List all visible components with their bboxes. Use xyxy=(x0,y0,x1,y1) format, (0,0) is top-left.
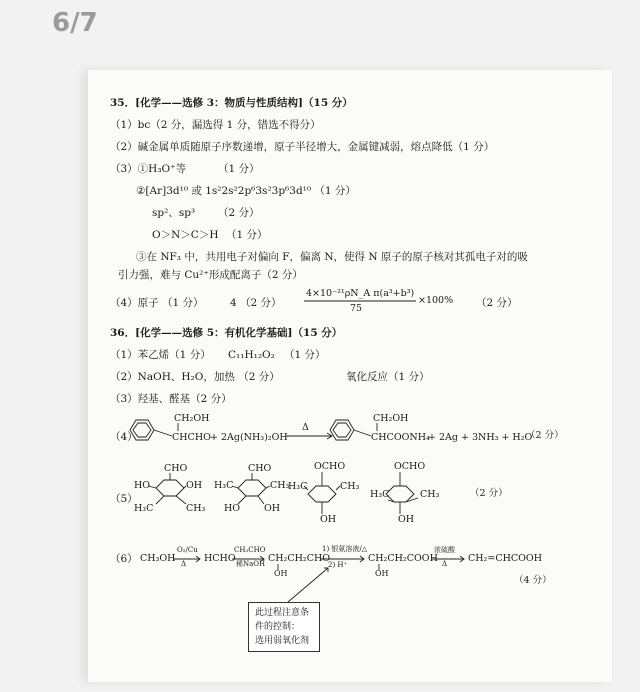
note-line2: 件的控制： xyxy=(255,622,301,632)
q35-line5-score: （2 分） xyxy=(218,207,260,219)
q36-5-label: （5） xyxy=(110,493,138,505)
q35-line1: （1）bc（2 分，漏选得 1 分，错选不得分） xyxy=(110,119,321,131)
q35-line6-score: （1 分） xyxy=(226,229,268,241)
q36-4-ch2oh-2: CH₂OH xyxy=(373,413,409,424)
q36-line2-a: （2）NaOH、H₂O，加热 （2 分） xyxy=(110,371,280,383)
q36-4-ch2oh-1: CH₂OH xyxy=(174,413,210,424)
q36-6-score: （4 分） xyxy=(514,575,552,586)
route-end: CH₂=CHCOOH xyxy=(468,553,543,564)
q36-4-product: CHCOONH₄ xyxy=(371,432,430,443)
route-cond3-top: 1) 银氨溶液/△ xyxy=(322,545,368,553)
isomer-ring-icon xyxy=(238,480,266,496)
iso4-ch3: CH₃ xyxy=(420,489,440,500)
iso2-ch3: CH₃ xyxy=(270,480,290,491)
q35-formula-percent: ×100% xyxy=(418,295,454,306)
iso2-ho: HO xyxy=(224,503,241,514)
q36-title: 36．[化学——选修 5：有机化学基础]（15 分） xyxy=(110,327,343,339)
ring-bond xyxy=(354,430,371,436)
q36-line1-a: （1）苯乙烯（1 分） xyxy=(110,349,211,361)
q35-line5: sp²、sp³ xyxy=(152,207,196,219)
q36-line3: （3）羟基、醛基（2 分） xyxy=(110,393,232,405)
q36-5-score: （2 分） xyxy=(470,488,508,499)
iso2-oh: OH xyxy=(264,503,281,514)
q35-line9-b: 4 （2 分） xyxy=(230,297,282,309)
route-cond4-top: 浓硫酸 xyxy=(434,546,455,554)
route-m3-oh: OH xyxy=(375,569,389,578)
iso1-oh: OH xyxy=(186,480,203,491)
q35-line3: （3）①H₃O⁺等 xyxy=(110,163,187,175)
q35-line7: ③在 NF₃ 中，共用电子对偏向 F，偏离 N，使得 N 原子的原子核对其孤电子对的吸 xyxy=(136,251,528,263)
q36-line1-c: （1 分） xyxy=(284,349,326,361)
iso3-ocho: OCHO xyxy=(314,461,346,472)
benzene-inner-ring-icon xyxy=(133,423,151,437)
route-m2: CH₂CH₂CHO xyxy=(268,553,331,564)
route-ch3oh: CH₃OH xyxy=(140,553,176,564)
structure-drawing xyxy=(88,70,612,682)
q35-line2: （2）碱金属单质随原子序数递增，原子半径增大，金属键减弱，熔点降低（1 分） xyxy=(110,141,495,153)
route-cond2-bot: 稀NaOH xyxy=(236,560,266,568)
iso4-oh: OH xyxy=(398,514,415,525)
iso4-h3c: H₃C xyxy=(370,489,390,500)
iso3-ch3: CH₃ xyxy=(340,481,360,492)
q35-line8: 引力强，难与 Cu²⁺形成配离子（2 分） xyxy=(118,269,303,281)
q35-line3-score: （1 分） xyxy=(218,163,260,175)
q35-formula-denominator: 75 xyxy=(350,303,363,314)
route-cond4-bot: Δ xyxy=(442,560,448,568)
q36-6-label: （6） xyxy=(110,553,138,565)
route-hcho: HCHO xyxy=(204,553,236,564)
route-cond2-top: CH₃CHO xyxy=(234,546,266,554)
q36-4-label: （4） xyxy=(110,431,138,443)
route-m3: CH₂CH₂COOH xyxy=(368,553,438,564)
q36-4-reagent: + 2Ag(NH₃)₂OH xyxy=(210,432,288,443)
iso4-ocho: OCHO xyxy=(394,461,426,472)
iso3-h3c: H₃C xyxy=(288,481,308,492)
iso3-oh: OH xyxy=(320,514,337,525)
iso1-cho: CHO xyxy=(164,463,188,474)
page-indicator: 6/7 xyxy=(52,8,98,38)
isomer-ring-icon xyxy=(386,486,414,502)
q36-4-score: （2 分） xyxy=(526,430,564,441)
iso1-ch3: CH₃ xyxy=(186,503,206,514)
q35-formula-numerator: 4×10⁻²¹ρN_A π(a³+b³) xyxy=(306,288,415,299)
q36-4-cho: CHCHO xyxy=(172,432,211,443)
isomer-ring-icon xyxy=(156,480,184,496)
ring-bond xyxy=(154,430,172,436)
answer-sheet xyxy=(88,70,612,682)
q36-line2-b: 氧化反应（1 分） xyxy=(346,371,430,383)
q35-line6: O＞N＞C＞H xyxy=(152,229,219,241)
q36-line1-b: C₁₁H₁₂O₂ xyxy=(228,349,275,361)
route-cond1-top: O₂/Cu xyxy=(177,546,198,554)
route-m2-oh: OH xyxy=(274,569,288,578)
note-line3: 选用弱氧化剂 xyxy=(255,636,310,646)
route-cond3-bot: 2) H⁺ xyxy=(328,561,348,569)
isomer-ring-icon xyxy=(308,486,336,502)
q36-4-tail: + 2Ag + 3NH₃ + H₂O xyxy=(428,432,533,443)
q36-4-delta: Δ xyxy=(302,422,309,433)
q35-line4: ②[Ar]3d¹⁰ 或 1s²2s²2p⁶3s²3p⁶3d¹⁰ （1 分） xyxy=(136,185,356,197)
note-pointer-icon xyxy=(288,568,328,602)
q35-title: 35．[化学——选修 3：物质与性质结构]（15 分） xyxy=(110,97,353,109)
iso2-h3c: H₃C xyxy=(214,480,234,491)
route-cond1-bot: Δ xyxy=(181,560,187,568)
benzene-inner-ring-icon xyxy=(333,423,351,437)
q35-line9-a: （4）原子 （1 分） xyxy=(110,297,204,309)
note-line1: 此过程注意条 xyxy=(255,608,310,618)
iso1-h3c: H₃C xyxy=(134,503,154,514)
iso2-cho: CHO xyxy=(248,463,272,474)
q35-line9-score: （2 分） xyxy=(476,297,518,309)
iso1-ho: HO xyxy=(134,480,151,491)
